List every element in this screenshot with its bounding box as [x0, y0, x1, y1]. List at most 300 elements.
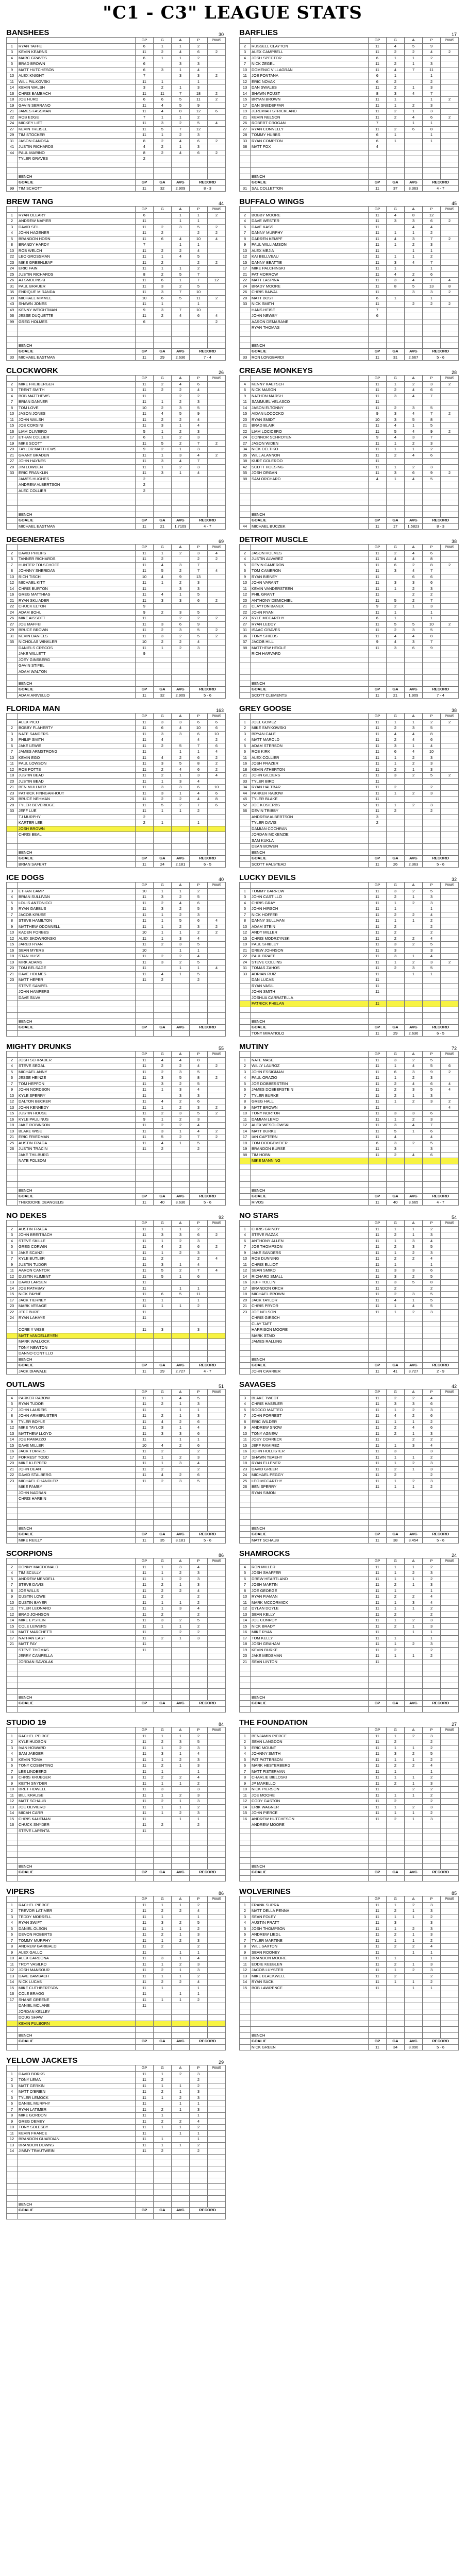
stat-cell: 3	[386, 1401, 404, 1408]
stat-cell	[240, 1176, 251, 1182]
stat-cell: 2	[171, 1576, 189, 1582]
header-row	[7, 545, 226, 551]
stat-cell	[7, 681, 18, 687]
table-row	[240, 1496, 459, 1502]
stat-cell: 2	[422, 79, 440, 85]
player-name: TONY SHIEDS	[251, 633, 369, 639]
roster-table	[6, 1389, 226, 1544]
player-name: RACHEL PEIRCE	[18, 1733, 136, 1739]
stat-cell: 11	[368, 260, 386, 266]
stat-cell	[207, 1357, 225, 1363]
stat-cell: 2	[189, 1733, 207, 1739]
player-name: SHANE GREENE	[18, 1997, 136, 2003]
player-name: RICHARD SMALL	[251, 1274, 369, 1280]
stat-cell	[422, 989, 440, 995]
table-row	[240, 628, 459, 634]
stat-cell: 10	[207, 785, 225, 791]
table-row	[7, 79, 226, 85]
table-row	[240, 959, 459, 965]
stat-cell: 11	[368, 1449, 386, 1455]
stat-cell	[440, 1111, 458, 1117]
stat-cell	[207, 1449, 225, 1455]
stat-cell	[240, 1001, 251, 1007]
stat-cell: 11	[368, 633, 386, 639]
stat-cell: 5	[153, 1268, 171, 1274]
stat-cell	[440, 500, 458, 506]
player-name: JORDAN KELLEY	[18, 2009, 136, 2015]
goalie-record	[422, 1706, 458, 1713]
team-header	[239, 871, 459, 882]
stat-cell: 11	[135, 1274, 153, 1280]
stat-cell	[386, 325, 404, 331]
stat-cell: 3	[422, 1431, 440, 1437]
goalie-header-row	[7, 687, 226, 693]
stat-cell: 3	[135, 85, 153, 91]
stat-cell: 2	[171, 1588, 189, 1594]
stat-cell: 6	[7, 1075, 18, 1081]
stat-cell	[440, 1816, 458, 1822]
player-name	[251, 675, 369, 681]
goalie-record: 5 - 6	[189, 692, 225, 699]
goalie-row	[240, 185, 459, 192]
stat-cell: 11	[135, 1641, 153, 1648]
stat-cell: 8	[240, 1588, 251, 1594]
stat-cell: 21	[240, 947, 251, 954]
stat-cell	[189, 844, 207, 850]
stat-cell: 2	[404, 592, 422, 598]
stat-cell	[240, 838, 251, 844]
roster-table	[6, 37, 226, 192]
table-row	[240, 1075, 459, 1081]
stat-cell: 11	[135, 1063, 153, 1070]
player-name: MICHAEL PEGGY	[251, 1472, 369, 1479]
stat-cell: 10	[189, 236, 207, 242]
stat-cell: 1	[153, 550, 171, 556]
stat-cell: 11	[368, 1985, 386, 1991]
stat-cell	[386, 1019, 404, 1025]
stat-cell: 3	[153, 459, 171, 465]
stat-cell	[440, 1926, 458, 1932]
table-row	[7, 1128, 226, 1134]
stat-cell: 2	[386, 61, 404, 67]
stat-cell: 3	[153, 470, 171, 477]
table-row	[7, 983, 226, 989]
table-row	[7, 1182, 226, 1188]
stat-cell: 11	[135, 1466, 153, 1472]
stat-cell	[207, 307, 225, 313]
stat-cell	[171, 850, 189, 856]
goalie-row	[7, 1537, 226, 1544]
stat-cell: 5	[386, 621, 404, 628]
stat-cell	[386, 820, 404, 826]
stat-cell: 2	[240, 43, 251, 49]
stat-cell	[189, 604, 207, 610]
stat-cell	[440, 138, 458, 144]
stat-cell	[207, 1653, 225, 1659]
stat-cell: 11	[135, 1226, 153, 1232]
stat-cell	[207, 1013, 225, 1019]
player-name: ANTHONY DEMICHIEL	[251, 598, 369, 604]
stat-cell: 11	[135, 266, 153, 272]
header-cell: GP	[135, 545, 153, 551]
stat-cell: 7	[422, 260, 440, 266]
stat-cell	[171, 230, 189, 236]
stat-cell	[135, 1013, 153, 1019]
header-row	[7, 207, 226, 213]
stat-cell: 6	[153, 1292, 171, 1298]
stat-cell	[404, 1677, 422, 1683]
table-row	[240, 1671, 459, 1677]
stat-cell: 6	[386, 562, 404, 568]
stat-cell	[440, 1001, 458, 1007]
stat-cell: 11	[135, 1093, 153, 1099]
stat-cell: 3	[153, 790, 171, 796]
stat-cell: 1	[171, 218, 189, 225]
stat-cell	[7, 1158, 18, 1164]
table-row	[240, 1158, 459, 1164]
stat-cell: 11	[135, 49, 153, 56]
stat-cell	[7, 1508, 18, 1514]
header-cell: PIMS	[207, 207, 225, 213]
stat-cell: 10	[135, 1443, 153, 1449]
stat-cell: 4	[404, 476, 422, 482]
player-name: MATT VANDELLEYEN	[18, 1333, 136, 1339]
player-name: JOHN ESSIGMAN	[251, 1069, 369, 1075]
stat-cell: 11	[135, 1472, 153, 1479]
header-cell: AVG	[404, 1701, 422, 1707]
stat-cell: 1	[153, 1606, 171, 1612]
header-cell: GP	[135, 1870, 153, 1876]
stat-cell: 11	[368, 802, 386, 808]
stat-cell	[207, 55, 225, 61]
stat-cell: 11	[368, 1250, 386, 1256]
stat-cell: 1	[7, 1902, 18, 1908]
stat-cell: 2	[422, 254, 440, 260]
stat-cell: 3	[153, 719, 171, 725]
stat-cell: 41	[386, 1368, 404, 1375]
player-name: TYLER LEONARD	[18, 1606, 136, 1612]
stat-cell	[404, 681, 422, 687]
header-cell: P	[422, 376, 440, 382]
stat-cell	[207, 912, 225, 918]
stat-cell	[207, 1351, 225, 1357]
stat-cell: 5	[189, 894, 207, 901]
stat-cell: 2	[171, 1908, 189, 1914]
stat-cell: 1	[171, 423, 189, 429]
stat-cell	[404, 1472, 422, 1479]
bench-label: BENCH	[251, 1863, 369, 1870]
stat-cell: 10	[240, 1256, 251, 1262]
player-name: ROBERT CROGAN	[251, 121, 369, 127]
stat-cell	[171, 1176, 189, 1182]
stat-cell: 8	[7, 568, 18, 574]
stat-cell	[189, 1182, 207, 1188]
stat-cell: 11	[135, 1757, 153, 1763]
header-cell: P	[422, 1727, 440, 1734]
stat-cell: 4	[207, 550, 225, 556]
team-block	[239, 1716, 459, 1882]
stat-cell	[440, 832, 458, 838]
stat-cell: 19	[240, 109, 251, 115]
roster-table	[239, 544, 459, 699]
stat-cell: 2	[207, 49, 225, 56]
player-name: IAN CAPTERN	[251, 1134, 369, 1141]
stat-cell: 1	[386, 1250, 404, 1256]
stat-cell	[7, 687, 18, 693]
stat-cell	[386, 1659, 404, 1665]
stat-cell	[7, 1152, 18, 1158]
table-row	[7, 1665, 226, 1671]
table-row	[240, 977, 459, 984]
stat-cell: 11	[368, 971, 386, 977]
stat-cell	[440, 435, 458, 441]
table-row	[240, 1111, 459, 1117]
stat-cell	[7, 983, 18, 989]
header-cell: GA	[386, 687, 404, 693]
table-row	[7, 755, 226, 761]
stat-cell: 1	[153, 778, 171, 785]
stat-cell	[189, 476, 207, 482]
player-name: ROCCO MATTEO	[251, 1407, 369, 1413]
stat-cell: 11	[189, 295, 207, 301]
stat-cell	[7, 1689, 18, 1695]
player-name: DAVE KASS	[251, 224, 369, 230]
table-row	[7, 639, 226, 646]
stat-cell: 2	[386, 1647, 404, 1653]
header-cell: GP	[368, 38, 386, 44]
player-name: RICH TISCH	[18, 574, 136, 580]
stat-cell	[7, 856, 18, 862]
table-row	[240, 731, 459, 737]
table-row	[240, 820, 459, 826]
header-cell: P	[422, 1896, 440, 1903]
stat-cell	[207, 1612, 225, 1618]
stat-cell: 2	[386, 725, 404, 732]
stat-cell: 5	[189, 959, 207, 965]
table-row	[240, 1630, 459, 1636]
player-name	[251, 162, 369, 168]
stat-cell: 3	[171, 1087, 189, 1093]
stat-cell: 2	[189, 1926, 207, 1932]
stat-cell	[189, 500, 207, 506]
table-row	[7, 325, 226, 331]
stat-cell: 1	[386, 586, 404, 592]
stat-cell: 4	[7, 1570, 18, 1577]
stat-cell: 34	[240, 447, 251, 453]
header-cell: P	[422, 1389, 440, 1396]
stat-cell: 8	[422, 633, 440, 639]
header-cell: GP	[135, 1558, 153, 1565]
stat-cell	[440, 1769, 458, 1775]
stat-cell: 5	[422, 888, 440, 894]
stat-cell: 26	[240, 1484, 251, 1490]
stat-cell	[240, 1194, 251, 1200]
player-name	[251, 1164, 369, 1170]
stat-cell: 11	[368, 1751, 386, 1757]
stat-cell	[7, 826, 18, 832]
header-cell: GP	[135, 1052, 153, 1058]
stat-cell: 2	[386, 109, 404, 115]
stat-cell	[368, 162, 386, 168]
stat-cell: 2	[7, 1739, 18, 1745]
stat-cell: 11	[368, 103, 386, 109]
table-row	[240, 162, 459, 168]
stat-cell	[422, 1526, 440, 1532]
table-row	[240, 1920, 459, 1926]
player-name: BRANDY HARDY	[18, 242, 136, 248]
stat-cell: 4	[386, 435, 404, 441]
stat-cell	[386, 1985, 404, 1991]
stat-cell: 2	[207, 767, 225, 773]
stat-cell	[386, 156, 404, 162]
stat-cell: 11	[135, 592, 153, 598]
player-name: JOE HURD	[18, 97, 136, 103]
stat-cell	[171, 488, 189, 494]
stat-cell: 2	[189, 393, 207, 399]
stat-cell	[440, 657, 458, 663]
stat-cell: 7	[422, 393, 440, 399]
header-cell: A	[404, 714, 422, 720]
stat-cell: 2	[440, 218, 458, 225]
stat-cell	[240, 814, 251, 820]
player-name: CHRIS GRAY	[251, 900, 369, 906]
stat-cell: 4	[153, 755, 171, 761]
bench-row	[7, 1526, 226, 1532]
player-name	[18, 1176, 136, 1182]
stat-cell: 1	[404, 918, 422, 924]
player-name: MICAH CARR	[18, 1810, 136, 1817]
team-name: ICE DOGS	[6, 873, 44, 882]
stat-cell: 11	[135, 248, 153, 254]
table-row	[7, 301, 226, 308]
stat-cell	[404, 989, 422, 995]
stat-cell	[440, 1950, 458, 1956]
stat-cell	[153, 965, 171, 972]
stat-cell	[207, 1594, 225, 1600]
stat-cell	[207, 1985, 225, 1991]
stat-cell: 2	[153, 767, 171, 773]
stat-cell: 21	[7, 1466, 18, 1472]
stat-cell: 2	[153, 1799, 171, 1805]
stat-cell: 11	[240, 586, 251, 592]
table-row	[7, 900, 226, 906]
stat-cell: 11	[135, 1099, 153, 1105]
player-name	[251, 1677, 369, 1683]
stat-cell: 9	[189, 411, 207, 417]
stat-cell	[153, 2032, 171, 2039]
player-name: KYLE MCCARTHY	[251, 616, 369, 622]
stat-cell	[207, 1093, 225, 1099]
stat-cell: 35	[240, 452, 251, 459]
stat-cell: 4	[153, 411, 171, 417]
stat-cell	[404, 1689, 422, 1695]
stat-cell	[386, 331, 404, 337]
stat-cell: 88	[240, 1152, 251, 1158]
bench-row	[7, 2032, 226, 2039]
table-row	[240, 278, 459, 284]
stat-cell: 3.727	[404, 1368, 422, 1375]
stat-cell: 7	[404, 67, 422, 73]
header-cell: PIMS	[207, 376, 225, 382]
stat-cell	[171, 1490, 189, 1496]
stat-cell	[404, 1612, 422, 1618]
stat-cell	[440, 989, 458, 995]
header-cell: GA	[386, 1194, 404, 1200]
stat-cell	[440, 506, 458, 512]
stat-cell: 4	[189, 1564, 207, 1570]
stat-cell	[207, 1816, 225, 1822]
stat-cell	[440, 900, 458, 906]
header-cell: PIMS	[440, 1896, 458, 1903]
stat-cell: 2	[153, 1635, 171, 1641]
stat-cell: 3	[404, 1401, 422, 1408]
player-name: JOE CORSINI	[18, 423, 136, 429]
header-cell	[18, 38, 136, 44]
stat-cell: 10	[240, 580, 251, 586]
stat-cell	[404, 1520, 422, 1526]
stat-cell	[240, 1694, 251, 1701]
player-name: DAN LUCAS	[251, 977, 369, 984]
stat-cell	[386, 574, 404, 580]
stat-cell: 3	[422, 604, 440, 610]
goalie-name: MATT SCHAUB	[251, 1537, 369, 1544]
stat-cell: 2	[171, 248, 189, 254]
stat-cell: 12	[240, 254, 251, 260]
table-row	[240, 1069, 459, 1075]
player-name: RYAN FIAMAN	[251, 1594, 369, 1600]
stat-cell: 1	[386, 1443, 404, 1449]
stat-cell	[440, 1914, 458, 1920]
stat-cell: 3	[153, 959, 171, 965]
stat-cell	[189, 494, 207, 500]
stat-cell: 1	[386, 1099, 404, 1105]
goalie-name: JACK DIAWALE	[18, 1368, 136, 1375]
stat-cell: 7	[240, 1244, 251, 1250]
stat-cell	[386, 651, 404, 657]
header-cell: GA	[153, 1194, 171, 1200]
stat-cell: 2	[386, 405, 404, 411]
player-name: BRIAN DANNER	[18, 399, 136, 405]
player-name: PHIL GRANT	[251, 592, 369, 598]
stat-cell	[368, 1846, 386, 1852]
stat-cell: 11	[135, 91, 153, 97]
player-name	[251, 1170, 369, 1176]
stat-cell: 4	[153, 109, 171, 115]
table-row	[240, 1618, 459, 1624]
header-cell: RECORD	[189, 349, 225, 355]
stat-cell	[7, 1502, 18, 1508]
player-name: ANDY MILLER	[251, 930, 369, 936]
stat-cell	[440, 1618, 458, 1624]
stat-cell	[368, 1665, 386, 1671]
stat-cell: 7	[171, 307, 189, 313]
stat-cell: 2	[404, 959, 422, 965]
stat-cell	[422, 1357, 440, 1363]
stat-cell: 11	[368, 399, 386, 405]
stat-cell	[440, 1514, 458, 1520]
stat-cell	[404, 337, 422, 343]
player-name: PAT PATTERSON	[251, 1757, 369, 1763]
stat-cell	[153, 1526, 171, 1532]
stat-cell	[171, 1357, 189, 1363]
header-cell: P	[189, 1896, 207, 1903]
team-row	[6, 1716, 459, 1882]
stat-cell: 1	[386, 1641, 404, 1648]
stat-cell	[171, 1944, 189, 1950]
stat-cell: 1	[153, 1105, 171, 1111]
stat-cell: 9	[135, 651, 153, 657]
stat-cell	[189, 1176, 207, 1182]
